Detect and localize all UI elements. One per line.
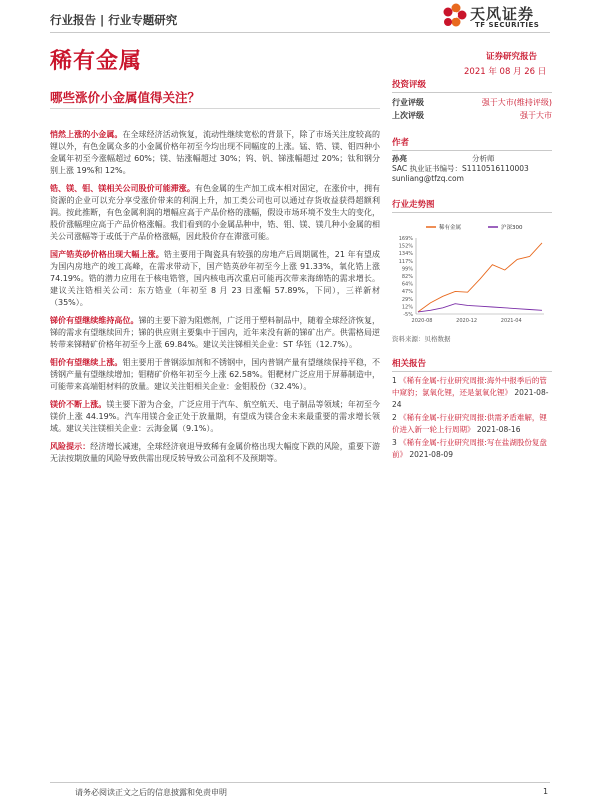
y-tick-label: 29%	[401, 296, 413, 303]
y-tick-label: 152%	[398, 243, 413, 250]
y-tick-label: 82%	[401, 274, 413, 280]
rating-value: 强于大市	[520, 111, 552, 120]
author-name-row	[392, 154, 552, 164]
logo-subtext: TF SECURITIES	[475, 21, 540, 29]
industry-trend-chart	[392, 218, 552, 328]
chart-source: 资料来源：贝格数据	[392, 335, 451, 343]
series-line-2	[418, 304, 542, 312]
rating-value: 强于大市(维持评级)	[481, 98, 552, 107]
y-tick-label: 12%	[401, 304, 413, 311]
legend-label: 稀有金属	[439, 225, 462, 231]
author-cert-row	[392, 164, 552, 174]
legend-label: 沪深300	[501, 225, 523, 231]
related-report-item[interactable]	[392, 412, 552, 436]
paragraph-text: 经济增长减速，全球经济衰退导致稀有金属价格出现大幅度下跌的风险，重要下游无法按期放量的风险导致供需出现反转导致公司盈利不及预期等。	[50, 442, 380, 463]
report-type: 证券研究报告	[486, 52, 538, 62]
paragraph-text: 锑的主要下游为阻燃剂，广泛用于塑料制品中，随着全球经济恢复，锑的需求有望继续回升；锑的供应则主要集中于国内，近年来没有新的锑矿出产。供需格局逆转带来锑精矿价格年初至今上涨 69.84%。建议关注锑相关企业：ST 华钰（12.7%）。	[50, 316, 381, 349]
paragraph-lead: 国产锆英砂价格出现大幅上涨。	[50, 250, 164, 259]
related-title[interactable]: 《稀有金属-行业研究周报:写在盐湖股份复盘前》	[392, 438, 547, 459]
related-report-item[interactable]	[392, 437, 552, 461]
paragraph-text: 锆主要用于陶瓷具有较强的房地产后周期属性，21 年有望成为国内房地产的竣工高峰，在需求带动下，国产锆英砂年初至今上涨 91.33%，氧化锆上涨 74.19%。锆的潜力应用在于核电锆管，国内核电再次重启可能再次带来海绵锆的需求增长。建议关注锆相关公司：东方锆业（年初至 8 月 23 日涨幅 57.89%，下同），三祥新材（35%）。	[50, 250, 380, 307]
paragraph-lead: 锆、镁、钼、镁相关公司股价可能滞涨。	[50, 184, 195, 193]
y-tick-label: 47%	[401, 289, 413, 296]
rating-heading: 投资评级	[392, 78, 552, 93]
cert-number: S1110516110003	[462, 164, 529, 173]
related-num: 3	[392, 438, 397, 447]
logo-text: 天风证券	[470, 5, 535, 23]
y-tick-label: -5%	[403, 312, 413, 318]
author-role: 分析师	[472, 154, 495, 163]
paragraph-text: 有色金属的生产加工成本相对固定，在涨价中，拥有资源的企业可以充分享受涨价带来的利润上升，加工类公司也可以通过存货收益获得超额利润。按此推断，有色金属利润的增幅应高于产品价格的涨幅，假设市场环境不发生大的变化，股价涨幅理应高于产品价格涨幅。我们看到的小金属品种中，锆、钼、镁、镁几种小金属的相关公司涨幅等于或低于产品价格涨幅，因此股价存在滞涨可能。	[50, 184, 381, 241]
report-subtitle: 哪些涨价小金属值得关注？	[50, 90, 201, 105]
page-title: 稀有金属	[50, 49, 143, 74]
related-report-item[interactable]	[392, 375, 552, 411]
header-divider	[50, 32, 550, 33]
x-tick-label: 2020-08	[411, 318, 433, 324]
paragraph-text: 镁主要下游为合金，广泛应用于汽车、航空航天、电子制品等领域；年初至今镁价上涨 44.19%。汽车用镁合金正处于放量期，有望成为镁合金未来最重要的需求增长领域。建议关注镁相关企业：云海金属（9.1%）。	[50, 400, 381, 433]
paragraph-lead: 钼价有望继续上涨。	[50, 358, 123, 367]
rating-key: 上次评级	[392, 111, 424, 120]
related-num: 2	[392, 413, 397, 422]
related-title[interactable]: 《稀有金属-行业研究周报:海外中报季后的管中窥豹；氯氧化锂，还是氯氧化锂》	[392, 376, 547, 397]
y-tick-label: 64%	[401, 281, 413, 288]
paragraph-lead: 悄然上涨的小金属。	[50, 130, 123, 139]
related-title[interactable]: 《稀有金属-行业研究周报:供需矛盾难解，锂价进入新一轮上行周期》	[392, 413, 547, 434]
related-date: 2021-08-16	[476, 425, 521, 434]
paragraph-lead: 镁价不断上涨。	[50, 400, 107, 409]
rating-key: 行业评级	[392, 98, 424, 107]
rating-row	[392, 109, 552, 122]
report-category: 行业报告 | 行业专题研究	[50, 13, 178, 27]
paragraph	[50, 129, 380, 177]
subtitle-divider	[50, 108, 380, 109]
paragraph-lead: 锑价有望继续维持高位。	[50, 316, 139, 325]
paragraph-text: 在全球经济活动恢复，流动性继续宽松的背景下，除了市场关注度较高的锂以外，有色金属众多的小金属价格年初至今均出现不同幅度的上涨。锰、锆、镁、钼四种小金属年初至今涨幅超过 60%；镁、钴涨幅超过 30%；钨、钒、锑涨幅超过 20%；钛和钢分别上涨 19%和 12%。	[50, 130, 380, 175]
author-name: 孙亮	[392, 154, 407, 163]
paragraph	[50, 399, 380, 435]
author-heading: 作者	[392, 136, 552, 151]
risk-warning	[50, 441, 380, 465]
page-number: 1	[543, 787, 549, 796]
paragraph	[50, 357, 380, 393]
footer-divider	[50, 782, 550, 783]
author-email[interactable]: sunliang@tfzq.com	[392, 174, 464, 183]
footer-disclaimer: 请务必阅读正文之后的信息披露和免责申明	[75, 788, 227, 797]
paragraph	[50, 249, 380, 309]
cert-label: SAC 执业证书编号：	[392, 164, 463, 173]
paragraph-lead: 风险提示：	[50, 442, 91, 451]
related-num: 1	[392, 376, 397, 385]
x-tick-label: 2021-04	[500, 318, 522, 324]
flower-logo-icon	[444, 4, 467, 27]
author-email-row	[392, 174, 552, 184]
report-date: 2021 年 08 月 26 日	[464, 67, 547, 77]
rating-row	[392, 96, 552, 109]
related-date: 2021-08-09	[409, 450, 453, 459]
related-date: 2021-08-24	[392, 388, 549, 409]
related-heading: 相关报告	[392, 357, 552, 372]
x-tick-label: 2020-12	[456, 318, 478, 324]
chart-heading: 行业走势图	[392, 198, 552, 213]
main-body	[50, 129, 380, 471]
y-tick-label: 169%	[398, 236, 413, 242]
paragraph-text: 钼主要用于普钢添加剂和不锈钢中，国内普钢产量有望继续保持平稳，不锈钢产量有望继续增加；钼精矿价格年初至今上涨 62.58%。钼靶材广泛应用于屏幕制造中，可能带来高端钼材料的放量。建议关注钼相关企业：金钼股份（32.4%）。	[50, 358, 380, 391]
y-tick-label: 134%	[398, 251, 413, 258]
paragraph	[50, 315, 380, 351]
paragraph	[50, 183, 380, 243]
y-tick-label: 117%	[398, 258, 413, 265]
series-line-1	[418, 243, 542, 312]
sidebar	[392, 78, 552, 462]
y-tick-label: 99%	[401, 266, 413, 273]
